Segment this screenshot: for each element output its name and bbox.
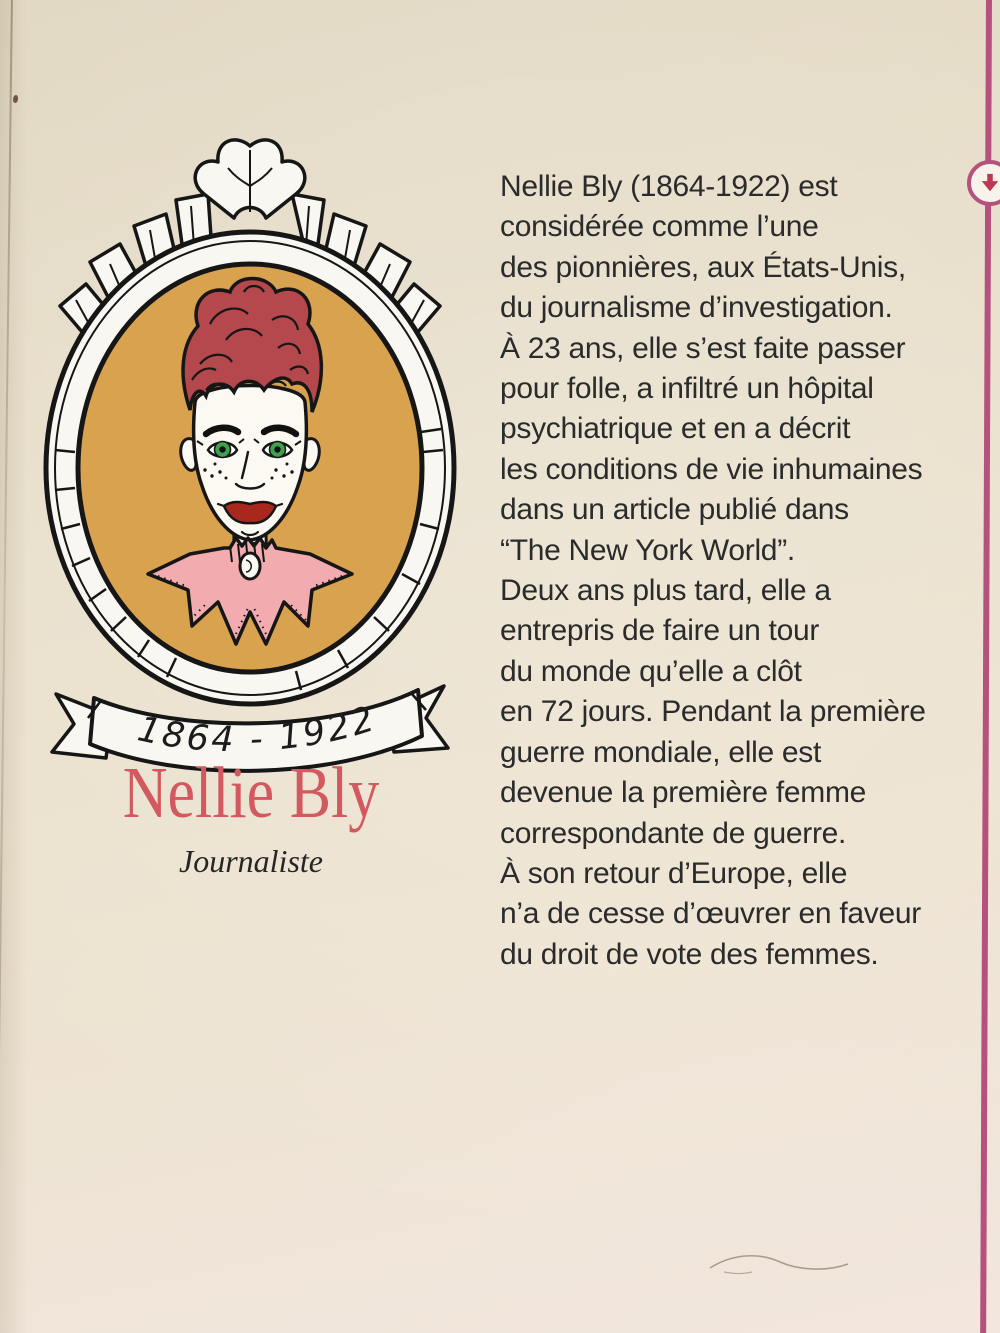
bio-line: du droit de vote des femmes.: [500, 937, 879, 971]
bio-line: entrepris de faire un tour: [500, 614, 820, 648]
scratch-mark: [680, 1246, 860, 1280]
bio-line: dans un article publié dans: [500, 493, 849, 527]
bio-line: “The New York World”.: [500, 533, 795, 567]
bio-line: pour folle, a infiltré un hôpital: [500, 372, 874, 406]
bio-line: Deux ans plus tard, elle a: [500, 574, 831, 608]
bio-line: À 23 ans, elle s’est faite passer: [500, 331, 906, 365]
bio-line: des pionnières, aux États-Unis,: [500, 250, 906, 284]
scroll-down-badge[interactable]: [967, 160, 1000, 206]
bio-line: les conditions de vie inhumaines: [500, 452, 923, 486]
bio-line: considérée comme l’une: [500, 210, 819, 244]
bio-line: du journalisme d’investigation.: [500, 291, 893, 325]
bio-line: en 72 jours. Pendant la première: [500, 695, 926, 729]
years-banner-text: 1864 - 1922: [134, 698, 382, 761]
brooch: [240, 553, 260, 579]
bio-line: guerre mondiale, elle est: [500, 735, 822, 769]
down-arrow-icon: [979, 172, 1000, 194]
subject-name: Nellie Bly: [122, 753, 380, 834]
bio-line: du monde qu’elle a clôt: [500, 654, 802, 688]
ornate-oval-frame: [40, 134, 460, 789]
bio-line: psychiatrique et en a décrit: [500, 412, 851, 446]
subject-role: Journaliste: [179, 843, 323, 879]
bio-line: n’a de cesse d’œuvrer en faveur: [500, 897, 921, 931]
bio-line: Nellie Bly (1864-1922) est: [500, 170, 838, 203]
bio-line: À son retour d’Europe, elle: [500, 856, 848, 890]
bio-paragraph: [500, 167, 970, 975]
bio-line: devenue la première femme: [500, 776, 867, 810]
bio-line: correspondante de guerre.: [500, 816, 847, 850]
portrait-illustration: [40, 134, 460, 789]
